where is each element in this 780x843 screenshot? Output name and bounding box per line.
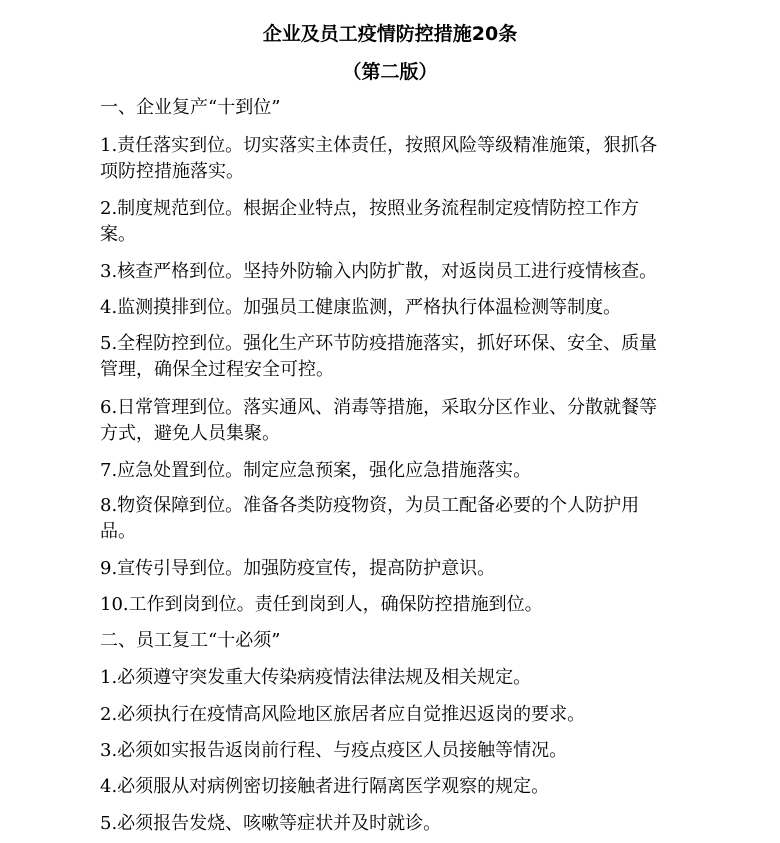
section-heading-2: 二、员工复工“十必须” [100,630,281,651]
list-item-line: 品。 [100,521,136,542]
list-item-line: 方式，避免人员集聚。 [100,423,280,444]
list-item-line: 10.工作到岗到位。责任到岗到人，确保防控措施到位。 [100,594,543,615]
list-item-line: 3.核查严格到位。坚持外防输入内防扩散，对返岗员工进行疫情核查。 [100,261,658,282]
list-item-line: 2.制度规范到位。根据企业特点，按照业务流程制定疫情防控工作方 [100,198,640,219]
list-item-line: 3.必须如实报告返岗前行程、与疫点疫区人员接触等情况。 [100,740,568,761]
list-item-line: 管理，确保全过程安全可控。 [100,359,334,380]
document-subtitle: （第二版） [342,61,438,83]
list-item-line: 1.责任落实到位。切实落实主体责任，按照风险等级精准施策，狠抓各 [100,135,658,156]
list-item-line: 8.物资保障到位。准备各类防疫物资，为员工配备必要的个人防护用 [100,495,640,516]
list-item-line: 5.全程防控到位。强化生产环节防疫措施落实，抓好环保、安全、质量 [100,333,658,354]
list-item-line: 4.必须服从对病例密切接触者进行隔离医学观察的规定。 [100,776,550,797]
list-item-line: 2.必须执行在疫情高风险地区旅居者应自觉推迟返岗的要求。 [100,704,586,725]
document-title: 企业及员工疫情防控措施20条 [262,23,518,45]
list-item-line: 5.必须报告发烧、咳嗽等症状并及时就诊。 [100,813,442,834]
list-item-line: 9.宣传引导到位。加强防疫宣传，提高防护意识。 [100,558,496,579]
list-item-line: 1.必须遵守突发重大传染病疫情法律法规及相关规定。 [100,667,532,688]
list-item-line: 案。 [100,224,136,245]
list-item-line: 4.监测摸排到位。加强员工健康监测，严格执行体温检测等制度。 [100,297,622,318]
list-item-line: 6.日常管理到位。落实通风、消毒等措施，采取分区作业、分散就餐等 [100,397,658,418]
list-item-line: 7.应急处置到位。制定应急预案，强化应急措施落实。 [100,460,532,481]
section-heading-1: 一、企业复产“十到位” [100,97,281,118]
list-item-line: 项防控措施落实。 [100,161,244,182]
